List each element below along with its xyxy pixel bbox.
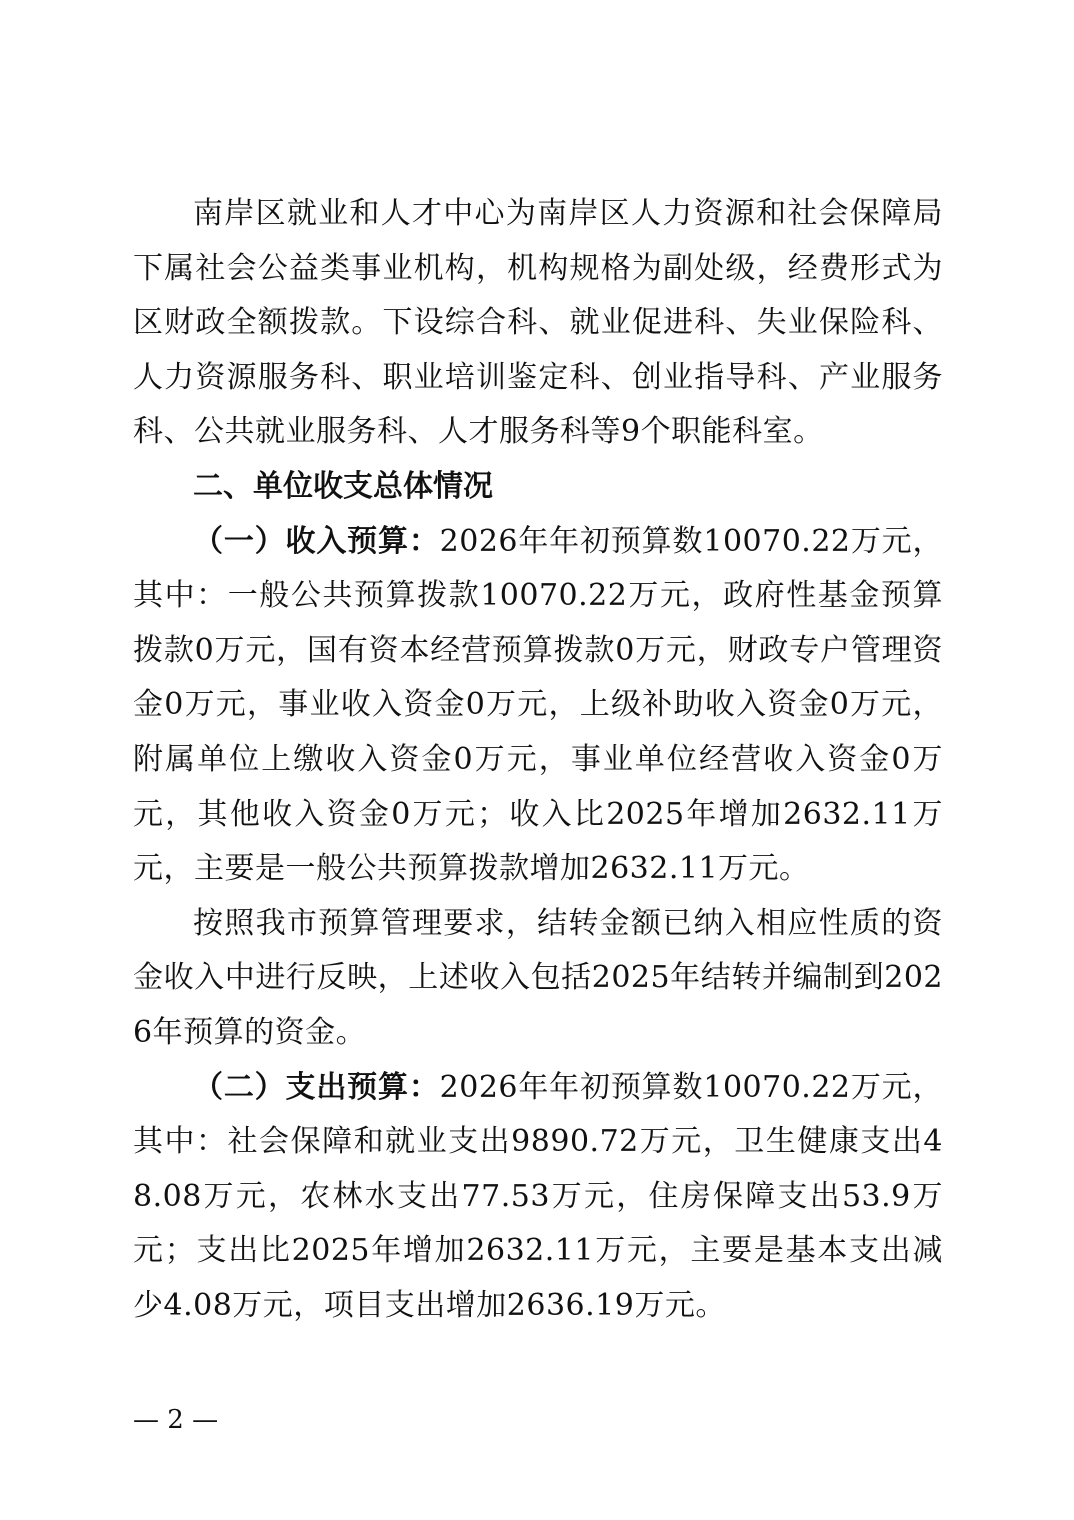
income-budget-lead: （一）收入预算： [193, 523, 440, 559]
document-body [133, 187, 943, 1333]
income-budget-paragraph [133, 515, 943, 897]
carryover-note-paragraph: 按照我市预算管理要求，结转金额已纳入相应性质的资金收入中进行反映，上述收入包括2025年结转并编制到2026年预算的资金。 [133, 905, 943, 1050]
intro-paragraph: 南岸区就业和人才中心为南岸区人力资源和社会保障局下属社会公益类事业机构，机构规格为副处级，经费形式为区财政全额拨款。下设综合科、就业促进科、失业保险科、人力资源服务科、职业培训鉴定科、创业指导科、产业服务科、公共就业服务科、人才服务科等9个职能科室。 [133, 196, 943, 450]
expenditure-budget-paragraph [133, 1061, 943, 1334]
income-budget-text: 2026年年初预算数10070.22万元，其中：一般公共预算拨款10070.22万元，政府性基金预算拨款0万元，国有资本经营预算拨款0万元，财政专户管理资金0万元，事业收入资金0万元，上级补助收入资金0万元，附属单位上缴收入资金0万元，事业单位经营收入资金0万元，其他收入资金0万元；收入比2025年增加2632.11万元，主要是一般公共预算拨款增加2632.11万元。 [133, 523, 943, 887]
expenditure-budget-lead: （二）支出预算： [193, 1069, 440, 1105]
section-heading: 二、单位收支总体情况 [193, 468, 493, 504]
expenditure-budget-text: 2026年年初预算数10070.22万元，其中：社会保障和就业支出9890.72万元，卫生健康支出48.08万元，农林水支出77.53万元，住房保障支出53.9万元；支出比2025年增加2632.11万元，主要是基本支出减少4.08万元，项目支出增加2636.19万元。 [133, 1069, 943, 1323]
page-number: — 2 — [133, 1405, 219, 1435]
